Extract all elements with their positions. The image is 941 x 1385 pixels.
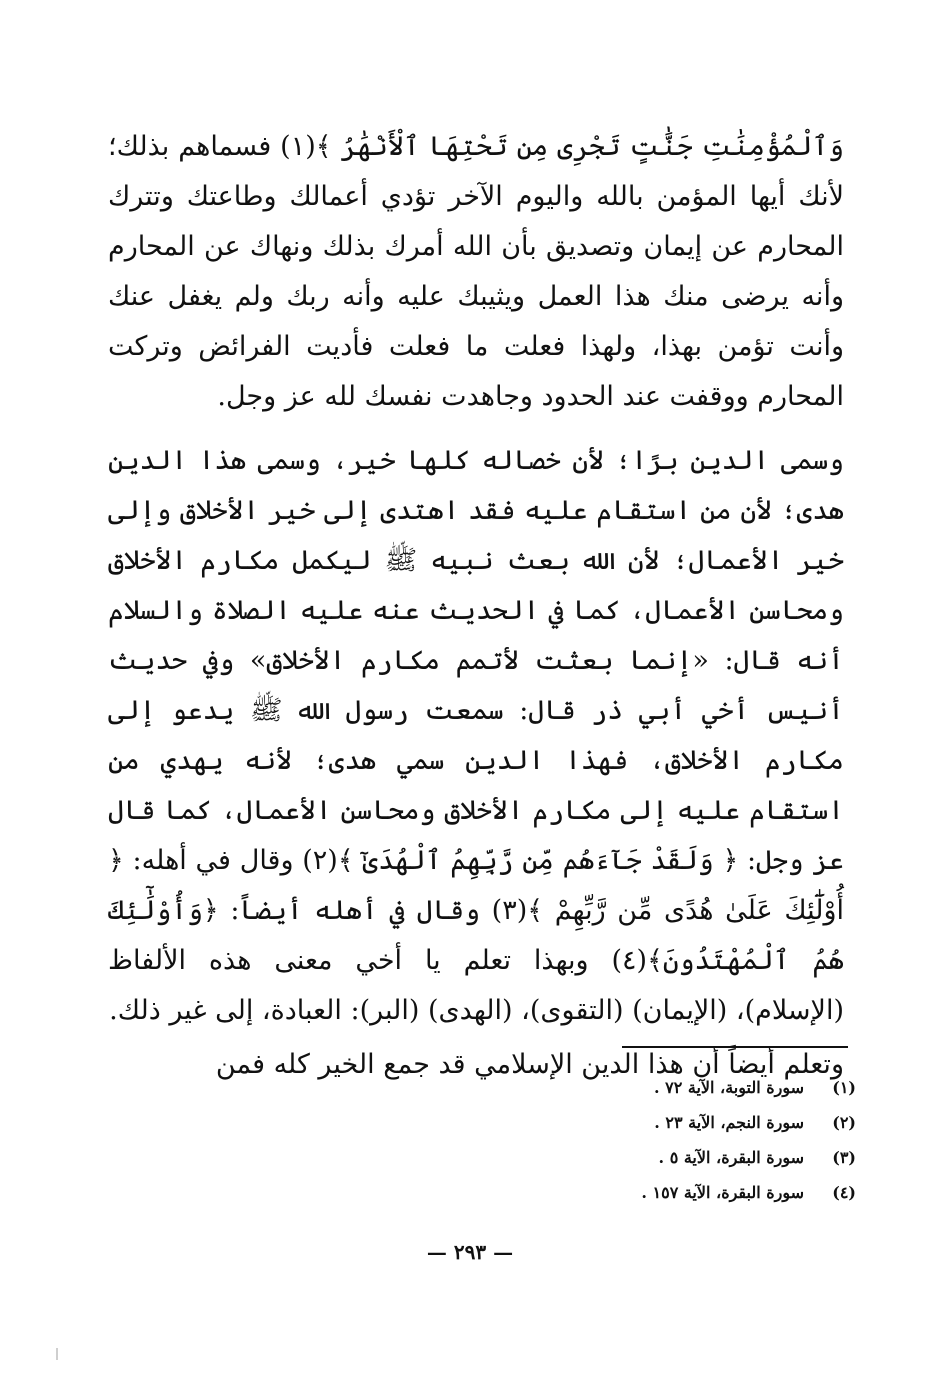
- margin-mark: [56, 1348, 58, 1360]
- footnote-text: سورة البقرة، الآية ٥ .: [658, 1148, 804, 1167]
- footnote-text: سورة التوبة، الآية ٧٢ .: [653, 1078, 804, 1097]
- footnote-divider: [622, 1046, 848, 1048]
- footnote-text: سورة البقرة، الآية ١٥٧ .: [641, 1183, 804, 1202]
- paragraph-3: وتعلم أيضاً أن هذا الدين الإسلامي قد جمع الخير كله فمن: [215, 1049, 844, 1080]
- footnote-number: (٤): [832, 1183, 856, 1202]
- footnote-4: [560, 1175, 856, 1210]
- footnote-3: [560, 1140, 856, 1175]
- footnote-number: (٣): [832, 1148, 856, 1167]
- paragraph-2: وسمى الدين برًا؛ لأن خصاله كلها خير، وسمى هذا الدين هدى؛ لأن من استقام عليه فقد اهتدى إلى خير الأخلاق وإلى خير الأعمال؛ لأن الله بعث نبيه ﷺ ليكمل مكارم الأخلاق ومحاسن الأعمال، كما في الحديث عنه عليه الصلاة والسلام أنه قال: «إنما بعثت لأتمم مكارم الأخلاق» وفي حديث أنيس أخي أبي ذر قال: سمعت رسول الله ﷺ يدعو إلى مكارم الأخلاق، فهذا الدين سمي هدى؛ لأنه يهدي من استقام عليه إلى مكارم الأخلاق ومحاسن الأعمال، كما قال عز وجل: ﴿ وَلَقَدْ جَآءَهُم مِّن رَّبِّهِمُ ٱلْهُدَىٰٓ ﴾(٢) وقال في أهله: ﴿ أُوْلَٰٓئِكَ عَلَىٰ هُدًى مِّن رَّبِّهِمْ ﴾(٣) وقال في أهله أيضاً: ﴿وَأُوْلَٰٓئِكَ هُمُ ٱلْمُهْتَدُونَ﴾(٤) وبهذا تعلم يا أخي معنى هذه الألفاظ (الإسلام)، (الإيمان) (التقوى)، (الهدى) (البر): العبادة، إلى غير ذلك.: [108, 445, 844, 1026]
- paragraph-1: وَٱلْمُؤْمِنَٰتِ جَنَّٰتٍ تَجْرِى مِن تَحْتِهَا ٱلْأَنْهَٰرُ ﴾(١) فسماهم بذلك؛ لأنك أيها المؤمن بالله واليوم الآخر تؤدي أعمالك وطاعتك وتترك المحارم عن إيمان وتصديق بأن الله أمرك بذلك ونهاك عن المحارم وأنه يرضى منك هذا العمل ويثيبك عليه وأنه ربك ولم يغفل عنك وأنت تؤمن بهذا، ولهذا فعلت ما فعلت فأديت الفرائض وتركت المحارم ووقفت عند الحدود وجاهدت نفسك لله عز وجل.: [108, 131, 844, 412]
- footnote-2: [560, 1105, 856, 1140]
- footnotes: [560, 1070, 856, 1210]
- footnote-number: (٢): [832, 1113, 856, 1132]
- page-number: — ٢٩٣ —: [426, 1240, 514, 1264]
- footnote-1: [560, 1070, 856, 1105]
- footnote-text: سورة النجم، الآية ٢٣ .: [654, 1113, 804, 1132]
- body-text: [108, 122, 844, 1090]
- footnote-number: (١): [832, 1078, 856, 1097]
